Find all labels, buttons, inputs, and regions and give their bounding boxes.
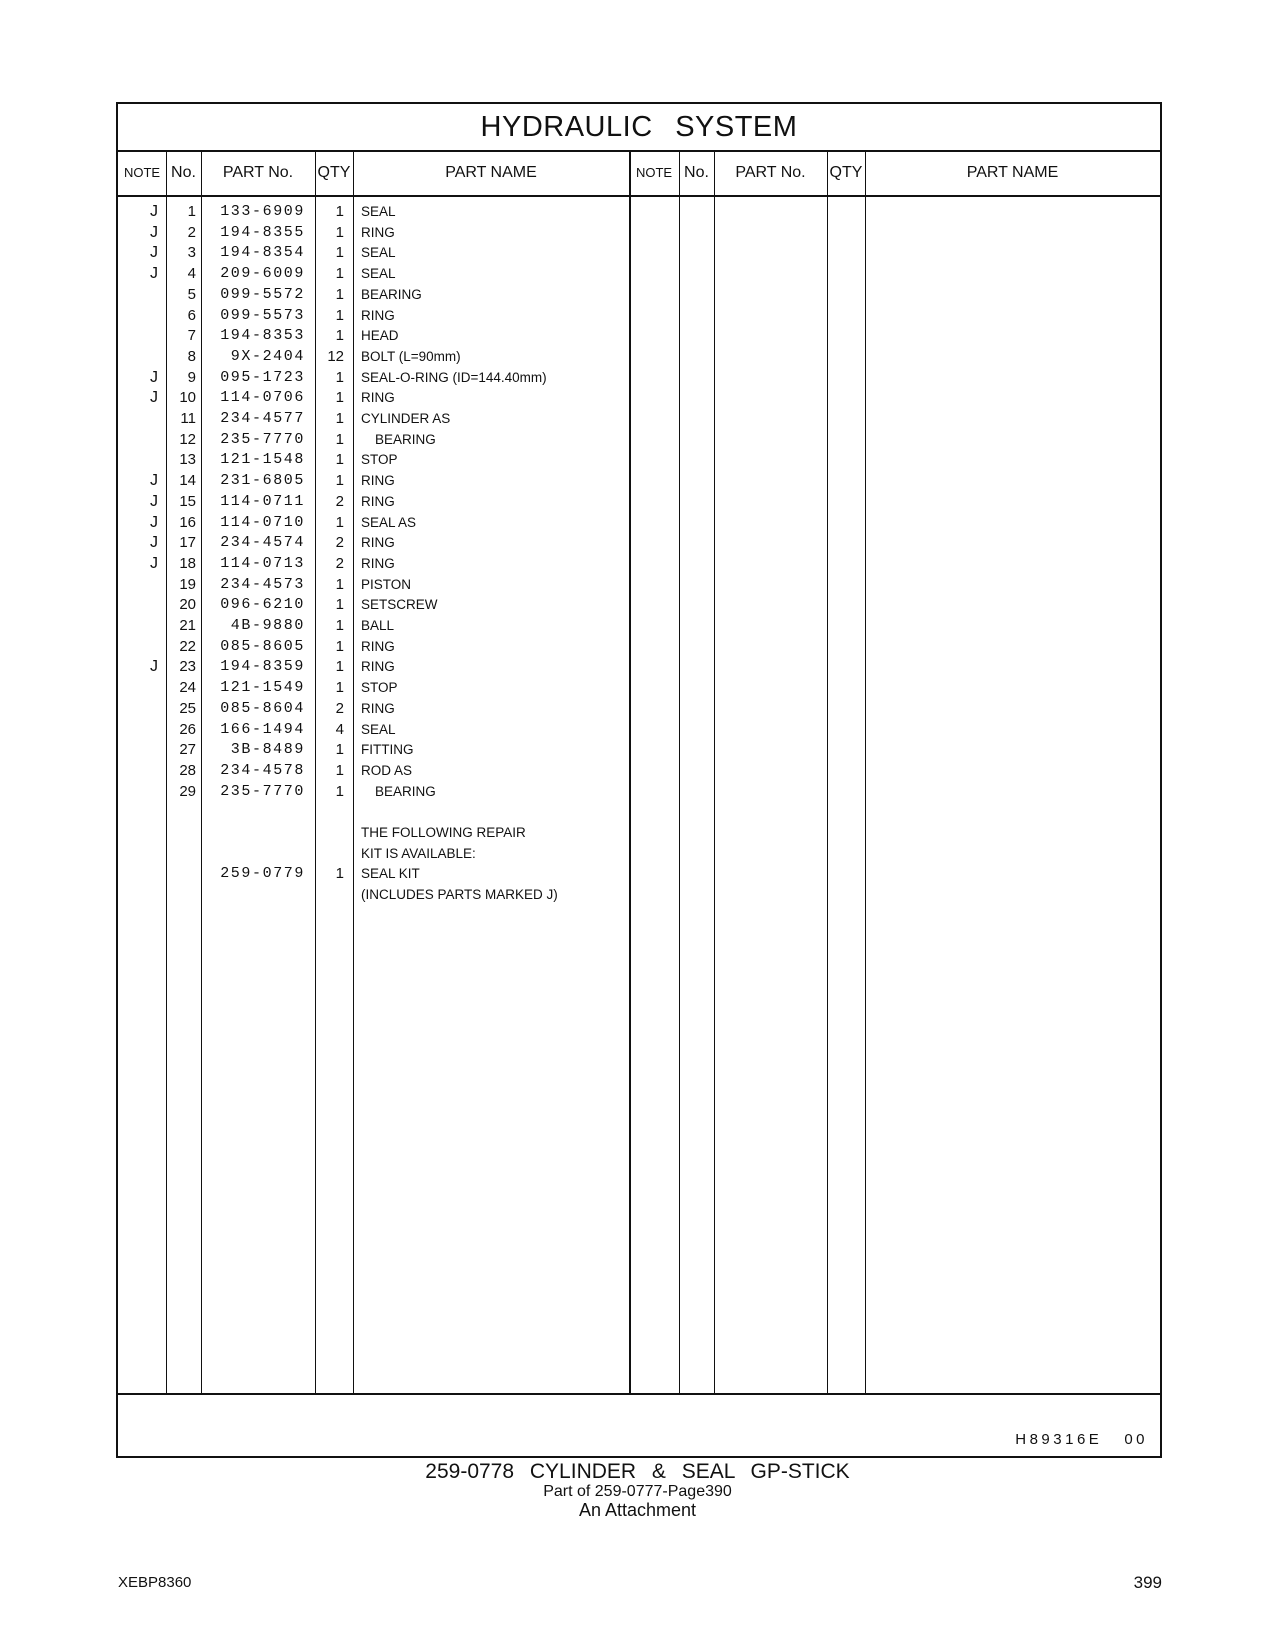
- table-row: [118, 263, 658, 285]
- part-number-cell: 133-6909: [220, 203, 305, 220]
- table-row: [118, 449, 658, 471]
- part-number-cell: 234-4577: [220, 410, 305, 427]
- table-row: [118, 284, 658, 306]
- part-number-cell: 234-4578: [220, 761, 305, 779]
- table-title: HYDRAULIC SYSTEM: [480, 111, 798, 143]
- part-name-cell: RING: [361, 390, 395, 406]
- table-row: [118, 843, 658, 865]
- item-number-cell: 9: [187, 368, 196, 386]
- quantity-cell: 1: [335, 865, 344, 883]
- quantity-cell: 1: [335, 389, 344, 407]
- item-number-cell: 29: [179, 782, 196, 800]
- table-row: [118, 408, 658, 430]
- item-number-cell: 7: [187, 327, 196, 345]
- item-number-cell: 25: [179, 699, 196, 717]
- part-number-cell: 231-6805: [220, 472, 305, 490]
- part-number-cell: 121-1549: [220, 679, 305, 697]
- quantity-cell: 1: [335, 244, 344, 262]
- item-number-cell: 5: [187, 285, 196, 303]
- part-name-cell: BEARING: [375, 783, 436, 799]
- part-name-cell: KIT IS AVAILABLE:: [361, 845, 476, 861]
- item-number-cell: 12: [179, 430, 196, 448]
- header-qty-right: QTY: [829, 164, 863, 181]
- page-number: 399: [1133, 1573, 1162, 1592]
- part-name-cell: FITTING: [361, 742, 414, 758]
- table-header-row: [118, 150, 1160, 197]
- note-cell: J: [150, 203, 158, 220]
- table-row: [118, 325, 658, 347]
- quantity-cell: 2: [335, 699, 344, 717]
- table-row: [118, 884, 658, 906]
- part-number-cell: 3B-8489: [230, 741, 305, 759]
- item-number-cell: 19: [179, 575, 196, 593]
- item-number-cell: 6: [187, 306, 196, 324]
- quantity-cell: 4: [335, 720, 344, 738]
- quantity-cell: 1: [335, 658, 344, 676]
- header-note-left: NOTE: [123, 165, 161, 180]
- part-number-cell: 234-4573: [220, 575, 305, 593]
- part-name-cell: RING: [361, 700, 395, 716]
- header-part-no-right: PART No.: [735, 164, 806, 181]
- part-name-cell: BEARING: [361, 286, 422, 302]
- part-number-cell: 4B-9880: [230, 617, 305, 634]
- item-number-cell: 15: [179, 492, 196, 510]
- part-number-cell: 099-5572: [220, 285, 305, 303]
- table-row: [118, 429, 658, 451]
- item-number-cell: 13: [179, 451, 196, 469]
- table-row: [118, 470, 658, 492]
- item-number-cell: 27: [179, 741, 196, 759]
- caption-subtitle: Part of 259-0777-Page390: [543, 1483, 732, 1500]
- quantity-cell: 1: [335, 761, 344, 779]
- item-number-cell: 26: [179, 720, 196, 738]
- quantity-cell: 1: [335, 223, 344, 241]
- part-number-cell: 114-0706: [220, 389, 305, 407]
- part-name-cell: RING: [361, 224, 395, 240]
- header-no-left: No.: [171, 164, 196, 181]
- part-name-cell: THE FOLLOWING REPAIR: [361, 825, 526, 840]
- table-row: [118, 222, 658, 244]
- part-number-cell: 9X-2404: [230, 347, 305, 365]
- column-divider: [679, 150, 680, 1393]
- note-cell: J: [150, 472, 158, 490]
- note-cell: J: [150, 244, 158, 262]
- part-number-cell: 194-8354: [220, 244, 305, 262]
- table-row: [118, 615, 658, 637]
- part-name-cell: SETSCREW: [361, 597, 438, 613]
- table-row: [118, 781, 658, 803]
- parts-table-frame: [116, 102, 1162, 1458]
- part-name-cell: PISTON: [361, 576, 412, 592]
- part-name-cell: SEAL: [361, 245, 396, 261]
- note-cell: J: [150, 265, 158, 283]
- item-number-cell: 14: [179, 472, 196, 490]
- item-number-cell: 1: [187, 203, 196, 220]
- table-row: [118, 739, 658, 761]
- item-number-cell: 18: [179, 554, 196, 572]
- part-name-cell: SEAL KIT: [361, 866, 420, 882]
- form-code: [1015, 1431, 1148, 1448]
- note-cell: J: [150, 658, 158, 676]
- part-number-cell: 194-8355: [220, 223, 305, 241]
- item-number-cell: 17: [179, 534, 196, 552]
- part-number-cell: 085-8605: [220, 637, 305, 655]
- table-row: [118, 305, 658, 327]
- quantity-cell: 1: [335, 741, 344, 759]
- table-row: [118, 801, 658, 823]
- quantity-cell: 1: [335, 430, 344, 448]
- table-row: [118, 719, 658, 741]
- part-name-cell: CYLINDER AS: [361, 411, 451, 426]
- part-number-cell: 194-8359: [220, 658, 305, 676]
- quantity-cell: 2: [335, 554, 344, 572]
- header-part-no-left: PART No.: [222, 164, 294, 181]
- item-number-cell: 20: [179, 596, 196, 614]
- part-name-cell: RING: [361, 535, 395, 551]
- quantity-cell: 1: [335, 513, 344, 531]
- part-number-cell: 235-7770: [220, 430, 305, 448]
- part-number-cell: 095-1723: [220, 368, 305, 386]
- part-name-cell: STOP: [361, 680, 398, 696]
- note-cell: J: [150, 223, 158, 241]
- header-qty-left: QTY: [317, 164, 351, 181]
- part-name-cell: SEAL AS: [361, 514, 417, 530]
- quantity-cell: 12: [327, 347, 344, 365]
- header-part-name-left: PART NAME: [445, 164, 537, 181]
- item-number-cell: 28: [179, 761, 196, 779]
- part-number-cell: 166-1494: [220, 720, 305, 738]
- note-cell: J: [150, 554, 158, 572]
- quantity-cell: 1: [335, 617, 344, 634]
- part-name-cell: RING: [361, 307, 395, 323]
- item-number-cell: 8: [187, 347, 196, 365]
- table-row: [118, 636, 658, 658]
- quantity-cell: 1: [335, 285, 344, 303]
- part-name-cell: BOLT (L=90mm): [361, 348, 461, 364]
- note-cell: J: [150, 368, 158, 386]
- part-name-cell: (INCLUDES PARTS MARKED J): [361, 887, 558, 903]
- part-number-cell: 194-8353: [220, 327, 305, 345]
- quantity-cell: 1: [335, 265, 344, 283]
- part-number-cell: 114-0713: [220, 554, 305, 572]
- part-number-cell: 209-6009: [220, 265, 305, 283]
- part-name-cell: RING: [361, 555, 395, 571]
- quantity-cell: 1: [335, 679, 344, 697]
- part-name-cell: HEAD: [361, 328, 399, 344]
- caption-title: 259-0778 CYLINDER & SEAL GP-STICK: [425, 1460, 850, 1483]
- table-row: [118, 677, 658, 699]
- table-row: [118, 387, 658, 409]
- header-note-right: NOTE: [635, 165, 673, 180]
- note-cell: J: [150, 513, 158, 531]
- item-number-cell: 22: [179, 637, 196, 655]
- table-row: [118, 574, 658, 596]
- part-number-cell: 259-0779: [220, 865, 305, 883]
- table-row: [118, 553, 658, 575]
- table-row: [118, 698, 658, 720]
- part-name-cell: SEAL: [361, 204, 396, 219]
- table-row: [118, 863, 658, 885]
- item-number-cell: 2: [187, 223, 196, 241]
- header-no-right: No.: [684, 164, 709, 181]
- header-part-name-right: PART NAME: [966, 164, 1059, 181]
- part-name-cell: SEAL-O-RING (ID=144.40mm): [361, 369, 547, 385]
- column-divider: [827, 150, 828, 1393]
- table-row: [118, 346, 658, 368]
- part-number-cell: 114-0710: [220, 513, 305, 531]
- document-id: XEBP8360: [118, 1574, 192, 1591]
- table-row: [118, 656, 658, 678]
- note-cell: J: [150, 389, 158, 407]
- quantity-cell: 1: [335, 327, 344, 345]
- table-footer-divider: [118, 1393, 1160, 1395]
- item-number-cell: 21: [179, 617, 196, 634]
- part-name-cell: RING: [361, 638, 395, 654]
- part-number-cell: 121-1548: [220, 451, 305, 469]
- quantity-cell: 1: [335, 575, 344, 593]
- quantity-cell: 1: [335, 368, 344, 386]
- table-row: [118, 491, 658, 513]
- quantity-cell: 1: [335, 203, 344, 220]
- caption-subtitle-2: An Attachment: [578, 1500, 697, 1520]
- part-name-cell: BEARING: [375, 431, 436, 447]
- item-number-cell: 10: [179, 389, 196, 407]
- item-number-cell: 24: [179, 679, 196, 697]
- table-row: [118, 512, 658, 534]
- part-number-cell: 234-4574: [220, 534, 305, 552]
- item-number-cell: 11: [180, 410, 196, 427]
- table-row: [118, 201, 658, 223]
- column-divider: [865, 150, 866, 1393]
- quantity-cell: 1: [335, 637, 344, 655]
- quantity-cell: 1: [335, 782, 344, 800]
- part-name-cell: SEAL: [361, 721, 396, 737]
- note-cell: J: [150, 492, 158, 510]
- table-row: [118, 532, 658, 554]
- item-number-cell: 4: [187, 265, 196, 283]
- quantity-cell: 1: [335, 410, 344, 427]
- quantity-cell: 1: [335, 596, 344, 614]
- part-name-cell: BALL: [361, 618, 395, 633]
- form-code-id: H89316E: [1015, 1431, 1103, 1448]
- quantity-cell: 1: [335, 451, 344, 469]
- quantity-cell: 2: [335, 492, 344, 510]
- form-code-rev: 00: [1124, 1431, 1148, 1448]
- quantity-cell: 2: [335, 534, 344, 552]
- table-row: [118, 594, 658, 616]
- part-name-cell: ROD AS: [361, 762, 413, 778]
- note-cell: J: [150, 534, 158, 552]
- part-name-cell: RING: [361, 659, 395, 675]
- table-row: [118, 760, 658, 782]
- part-name-cell: STOP: [361, 452, 398, 468]
- part-number-cell: 235-7770: [220, 782, 305, 800]
- part-name-cell: SEAL: [361, 266, 396, 282]
- item-number-cell: 16: [179, 513, 196, 531]
- table-row: [118, 367, 658, 389]
- column-divider: [714, 150, 715, 1393]
- table-title-band: [118, 104, 1160, 152]
- table-row: [118, 242, 658, 264]
- figure-caption: [0, 1460, 1275, 1520]
- quantity-cell: 1: [335, 306, 344, 324]
- part-number-cell: 099-5573: [220, 306, 305, 324]
- part-number-cell: 085-8604: [220, 699, 305, 717]
- part-name-cell: RING: [361, 473, 395, 489]
- part-number-cell: 096-6210: [220, 596, 305, 614]
- part-name-cell: RING: [361, 493, 395, 509]
- part-number-cell: 114-0711: [220, 492, 305, 510]
- item-number-cell: 3: [187, 244, 196, 262]
- table-row: [118, 822, 658, 844]
- item-number-cell: 23: [179, 658, 196, 676]
- quantity-cell: 1: [335, 472, 344, 490]
